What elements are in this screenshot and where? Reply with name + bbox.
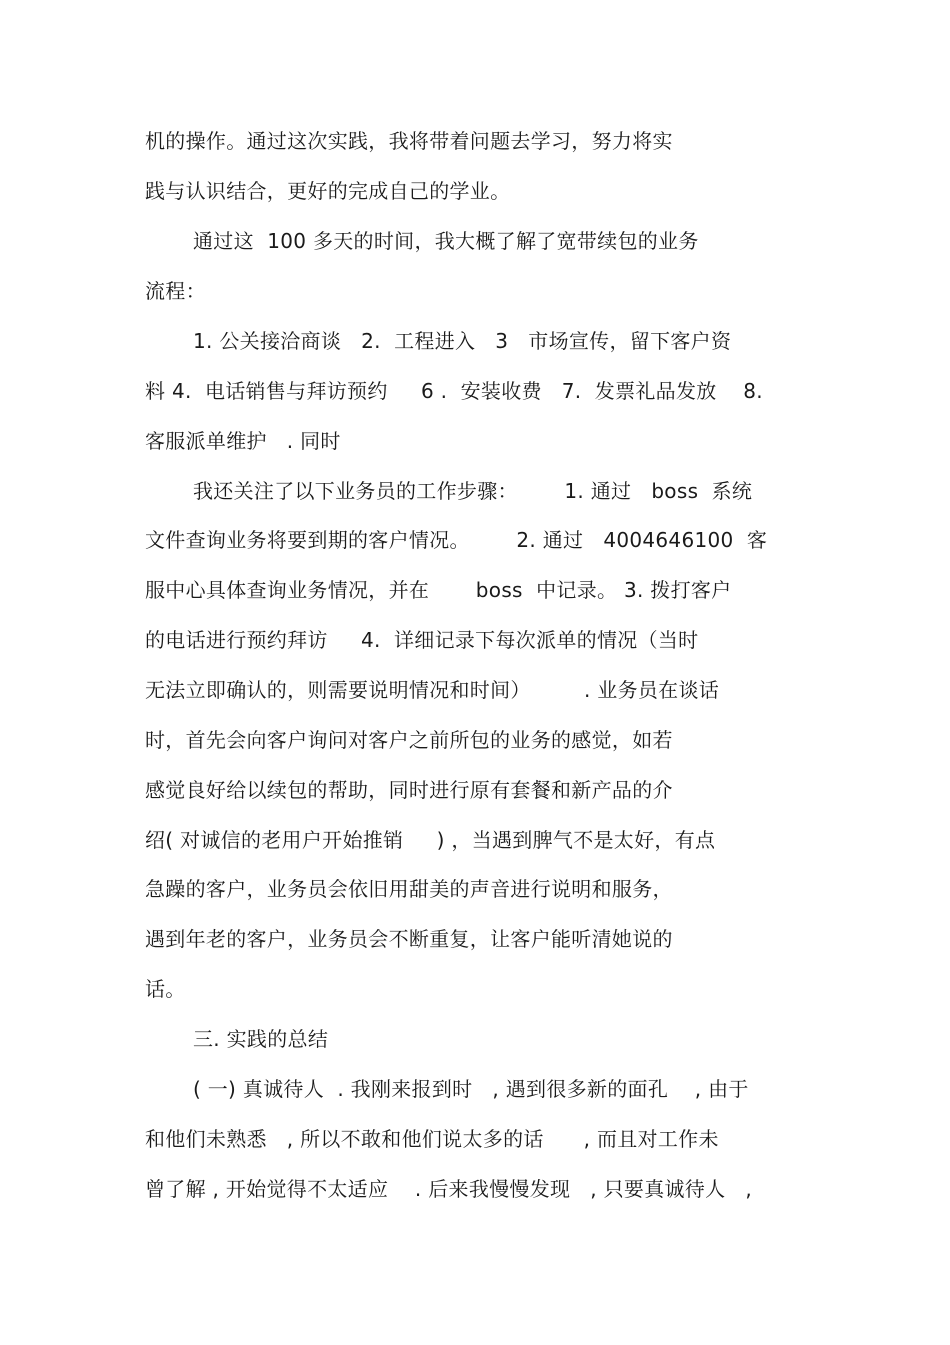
- text-line: 客服派单维护 . 同时: [145, 429, 341, 453]
- text-line: 和他们未熟悉 , 所以不敢和他们说太多的话 , 而且对工作未: [145, 1127, 719, 1151]
- text-line: 机的操作。通过这次实践，我将带着问题去学习，努力将实: [145, 129, 673, 153]
- text-line: 绍( 对诚信的老用户开始推销 ) ，当遇到脾气不是太好，有点: [145, 828, 716, 852]
- text-line: 感觉良好给以续包的帮助，同时进行原有套餐和新产品的介: [145, 778, 673, 802]
- text-line: 文件查询业务将要到期的客户情况。 2. 通过 4004646100 客: [145, 528, 768, 552]
- text-line: 遇到年老的客户，业务员会不断重复，让客户能听清她说的: [145, 927, 673, 951]
- text-line: 料 4. 电话销售与拜访预约 6 . 安装收费 7. 发票礼品发放 8.: [145, 379, 763, 403]
- text-line: 无法立即确认的，则需要说明情况和时间） . 业务员在谈话: [145, 678, 720, 702]
- text-line: ( 一) 真诚待人 . 我刚来报到时 , 遇到很多新的面孔 , 由于: [193, 1077, 749, 1101]
- text-line: 1. 公关接洽商谈 2. 工程进入 3 市场宣传，留下客户资: [193, 329, 732, 353]
- text-line: 践与认识结合，更好的完成自己的学业。: [145, 179, 511, 203]
- text-line: 的电话进行预约拜访 4. 详细记录下每次派单的情况（当时: [145, 628, 699, 652]
- text-line: 服中心具体查询业务情况，并在 boss 中记录。 3. 拨打客户: [145, 578, 732, 602]
- text-line: 流程：: [145, 279, 206, 303]
- text-line: 话。: [145, 977, 186, 1001]
- text-line: 急躁的客户，业务员会依旧用甜美的声音进行说明和服务，: [145, 877, 673, 901]
- section-heading: 三. 实践的总结: [193, 1027, 329, 1051]
- text-line: 通过这 100 多天的时间，我大概了解了宽带续包的业务: [193, 229, 699, 253]
- text-line: 时，首先会向客户询问对客户之前所包的业务的感觉，如若: [145, 728, 673, 752]
- text-line: 我还关注了以下业务员的工作步骤： 1. 通过 boss 系统: [193, 479, 753, 503]
- text-line: 曾了解 , 开始觉得不太适应 . 后来我慢慢发现 , 只要真诚待人 ,: [145, 1177, 753, 1201]
